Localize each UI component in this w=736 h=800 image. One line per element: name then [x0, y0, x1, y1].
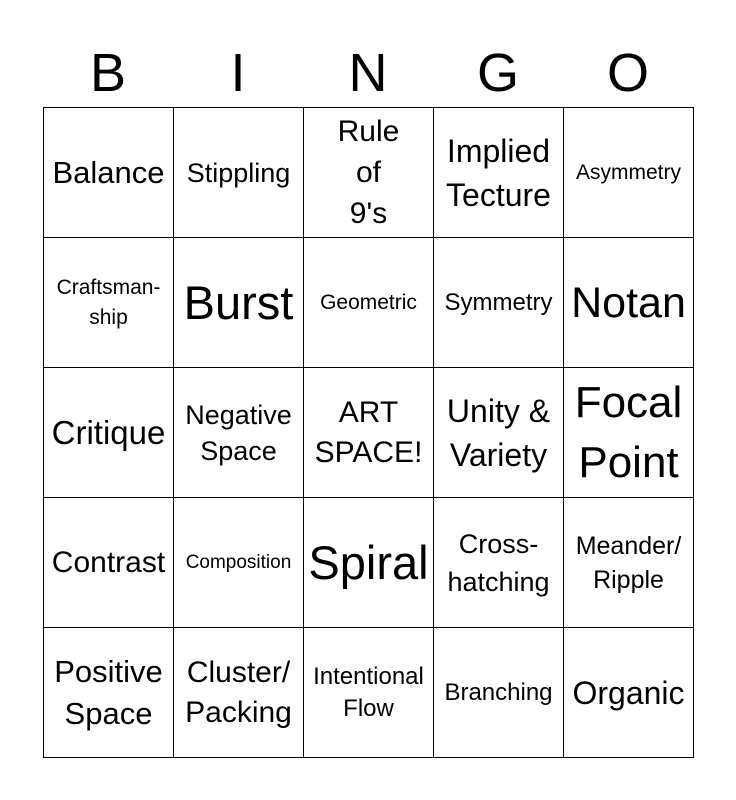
bingo-cell-r4c0[interactable]: Positive Space — [44, 628, 174, 758]
bingo-cell-r0c0[interactable]: Balance — [44, 108, 174, 238]
header-letter-i: I — [230, 43, 246, 103]
bingo-cell-r4c3[interactable]: Branching — [434, 628, 564, 758]
bingo-cell-r2c1[interactable]: Negative Space — [174, 368, 304, 498]
header-letter-b: B — [89, 43, 127, 103]
bingo-cell-r0c2[interactable]: Rule of 9's — [304, 108, 434, 238]
header-letter-g: G — [476, 43, 519, 103]
bingo-cell-r3c1[interactable]: Composition — [174, 498, 304, 628]
bingo-cell-r3c4[interactable]: Meander/ Ripple — [564, 498, 694, 628]
bingo-cell-r0c1[interactable]: Stippling — [174, 108, 304, 238]
bingo-cell-r2c2[interactable]: ART SPACE! — [304, 368, 434, 498]
bingo-cell-r1c2[interactable]: Geometric — [304, 238, 434, 368]
bingo-cell-r2c0[interactable]: Critique — [44, 368, 174, 498]
bingo-cell-r0c4[interactable]: Asymmetry — [564, 108, 694, 238]
bingo-header — [43, 42, 693, 104]
bingo-board — [43, 107, 694, 758]
bingo-cell-r1c0[interactable]: Craftsman- ship — [44, 238, 174, 368]
bingo-cell-r4c4[interactable]: Organic — [564, 628, 694, 758]
bingo-cell-r1c4[interactable]: Notan — [564, 238, 694, 368]
bingo-cell-r4c2[interactable]: Intentional Flow — [304, 628, 434, 758]
bingo-cell-r3c2[interactable]: Spiral — [304, 498, 434, 628]
bingo-cell-r2c4[interactable]: Focal Point — [564, 368, 694, 498]
bingo-cell-r1c1[interactable]: Burst — [174, 238, 304, 368]
bingo-cell-r4c1[interactable]: Cluster/ Packing — [174, 628, 304, 758]
bingo-cell-r2c3[interactable]: Unity & Variety — [434, 368, 564, 498]
header-letter-n: N — [348, 43, 388, 103]
bingo-cell-r0c3[interactable]: Implied Tecture — [434, 108, 564, 238]
header-letter-o: O — [606, 43, 649, 103]
bingo-cell-r3c0[interactable]: Contrast — [44, 498, 174, 628]
bingo-cell-r3c3[interactable]: Cross- hatching — [434, 498, 564, 628]
bingo-cell-r1c3[interactable]: Symmetry — [434, 238, 564, 368]
